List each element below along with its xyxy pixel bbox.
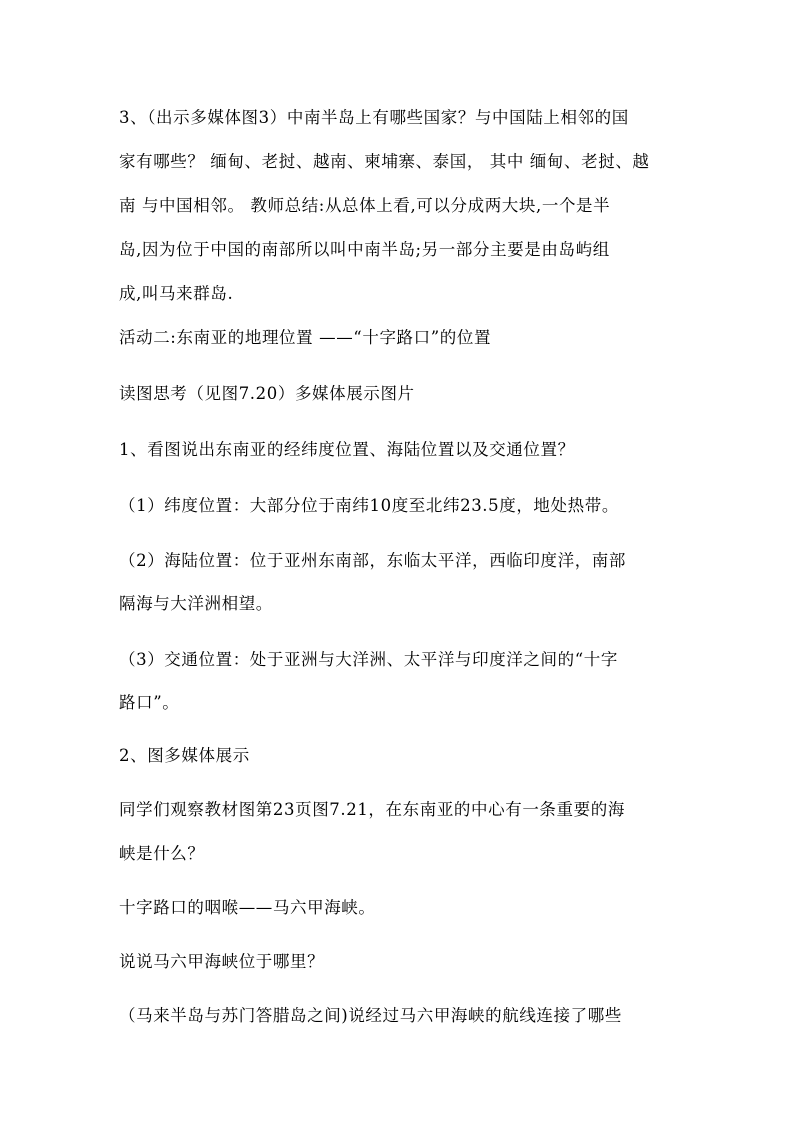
question-line: 1、看图说出东南亚的经纬度位置、海陆位置以及交通位置？ [119, 440, 575, 459]
answer-line: （3）交通位置：处于亚洲与大洋洲、太平洋与印度洋之间的“十字 [119, 650, 618, 669]
text-line: （马来半岛与苏门答腊岛之间)说经过马六甲海峡的航线连接了哪些 [119, 1006, 622, 1025]
answer-line: （2）海陆位置：位于亚州东南部，东临太平洋，西临印度洋，南部 [119, 551, 626, 570]
answer-line: 隔海与大洋洲相望。 [119, 594, 273, 613]
text-line: 家有哪些？ 缅甸、老挝、越南、柬埔寨、泰国， 其中 缅甸、老挝、越 [119, 152, 650, 171]
text-line: 十字路口的咽喉——马六甲海峡。 [119, 898, 376, 917]
text-line: 同学们观察教材图第23页图7.21，在东南亚的中心有一条重要的海 [119, 800, 625, 819]
answer-line: （1）纬度位置：大部分位于南纬10度至北纬23.5度，地处热带。 [119, 496, 619, 515]
section-heading: 活动二:东南亚的地理位置 ——“十字路口”的位置 [119, 328, 492, 347]
text-line: 峡是什么？ [119, 844, 205, 863]
text-line: 2、图多媒体展示 [119, 746, 250, 765]
text-line: 南 与中国相邻。 教师总结:从总体上看,可以分成两大块,一个是半 [119, 196, 611, 215]
text-line: 岛,因为位于中国的南部所以叫中南半岛;另一部分主要是由岛屿组 [119, 240, 610, 259]
answer-line: 路口”。 [119, 693, 180, 712]
text-line: 读图思考（见图7.20）多媒体展示图片 [119, 384, 415, 403]
text-line: 成,叫马来群岛. [119, 284, 234, 303]
text-line: 3、（出示多媒体图3）中南半岛上有哪些国家？与中国陆上相邻的国 [119, 108, 629, 127]
question-line: 说说马六甲海峡位于哪里？ [119, 952, 325, 971]
